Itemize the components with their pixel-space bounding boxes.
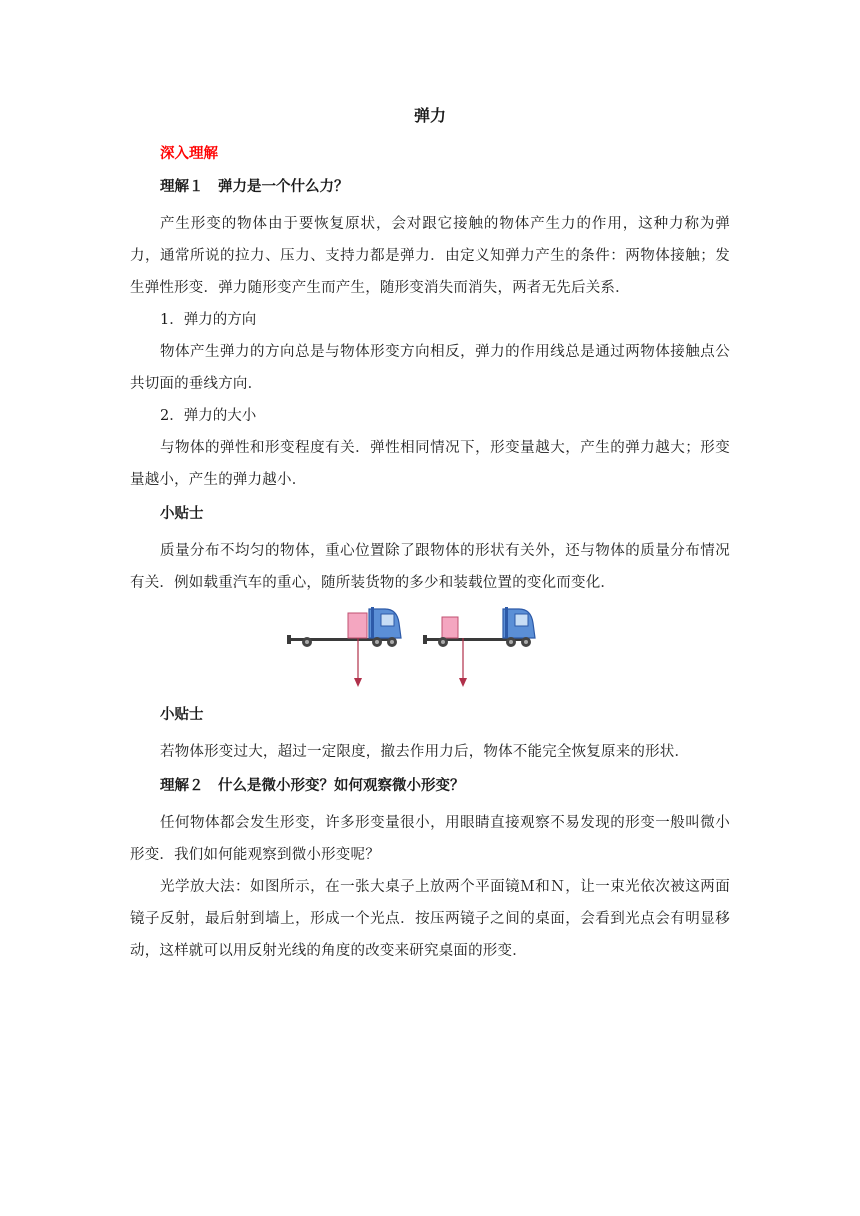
item2-text: 与物体的弹性和形变程度有关．弹性相同情况下，形变量越大，产生的弹力越大；形变量越小，产生的弹力越小． bbox=[130, 440, 730, 488]
understanding2-text2: 光学放大法：如图所示，在一张大桌子上放两个平面镜Ｍ和Ｎ，让一束光依次被这两面镜子反射，最后射到墙上，形成一个光点．按压两镜子之间的桌面，会看到光点会有明显移动，这样就可以用反射光线的角度的改变来研究桌面的形变． bbox=[130, 879, 730, 959]
understanding2-heading: 理解２ 什么是微小形变？如何观察微小形变？ bbox=[160, 778, 465, 794]
understanding1-heading: 理解１ 弹力是一个什么力？ bbox=[160, 179, 349, 195]
page-title: 弹力 bbox=[413, 106, 446, 125]
item1-text: 物体产生弹力的方向总是与物体形变方向相反，弹力的作用线总是通过两物体接触点公共切面的垂线方向． bbox=[130, 344, 730, 392]
tip2-label: 小贴士 bbox=[160, 707, 204, 723]
truck-heavy-load bbox=[287, 607, 401, 687]
tip1-text: 质量分布不均匀的物体，重心位置除了跟物体的形状有关外，还与物体的质量分布情况有关．例如载重汽车的重心，随所装货物的多少和装载位置的变化而变化． bbox=[130, 543, 730, 591]
truck-light-load bbox=[423, 607, 535, 687]
section-label: 深入理解 bbox=[160, 146, 218, 162]
understanding1-intro: 产生形变的物体由于要恢复原状，会对跟它接触的物体产生力的作用，这种力称为弹力，通常所说的拉力、压力、支持力都是弹力．由定义知弹力产生的条件：两物体接触；发生弹性形变．弹力随形变产生而产生，随形变消失而消失，两者无先后关系． bbox=[130, 216, 730, 296]
truck-figure bbox=[130, 605, 730, 695]
understanding2-text1: 任何物体都会发生形变，许多形变量很小，用眼睛直接观察不易发现的形变一般叫微小形变．我们如何能观察到微小形变呢？ bbox=[130, 815, 730, 863]
document-page bbox=[130, 105, 730, 967]
tip1-label: 小贴士 bbox=[160, 506, 204, 522]
tip2-text: 若物体形变过大，超过一定限度，撤去作用力后，物体不能完全恢复原来的形状． bbox=[160, 744, 690, 760]
item2-title: 2．弹力的大小 bbox=[160, 408, 257, 424]
truck-center-of-gravity-illustration bbox=[285, 605, 575, 695]
item1-title: 1．弹力的方向 bbox=[160, 312, 257, 328]
